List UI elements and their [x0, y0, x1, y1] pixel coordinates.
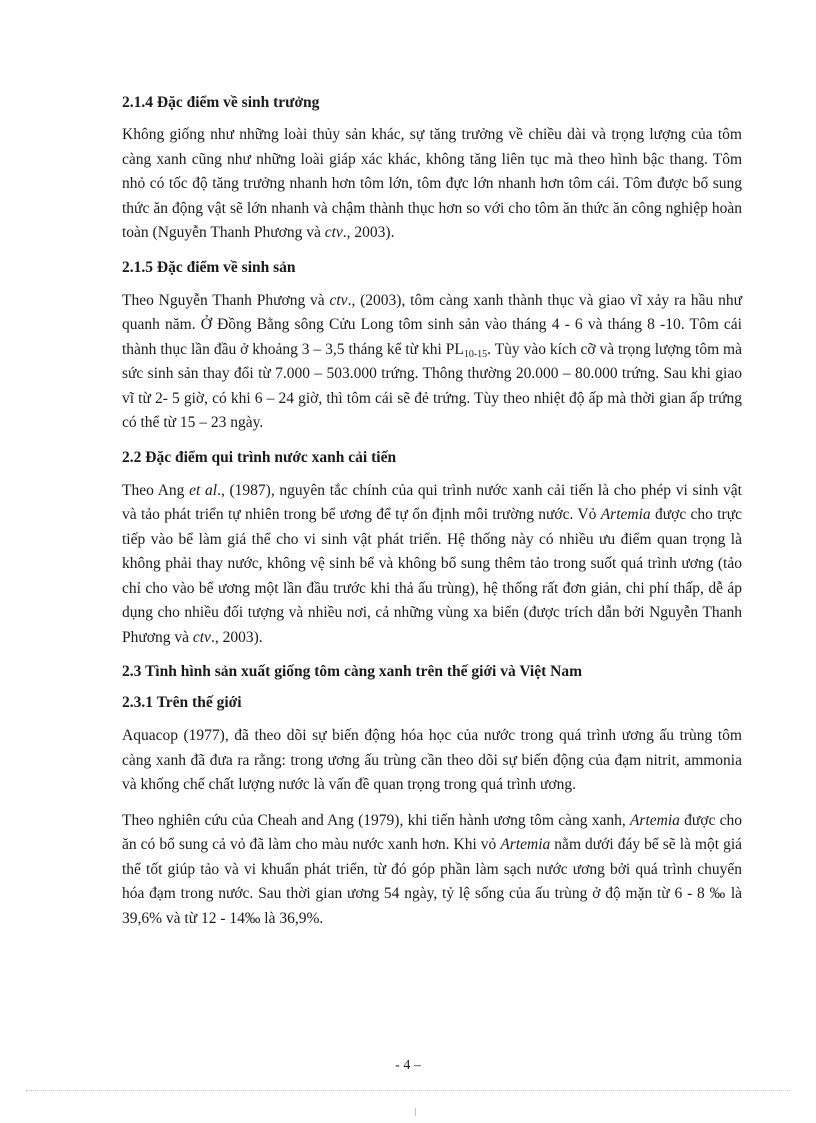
paragraph-text: ., (2003), tôm càng xanh thành thục và giao vĩ xảy ra hầu như quanh năm. Ở Đồng Bằng sông Cửu Long tôm sinh sản vào tháng 4 - 6 và tháng 8 -10. Tôm cái thành thục lần đầu ở khoảng 3 – 3,5 tháng kể từ khi PL	[122, 291, 742, 358]
paragraph-text: Theo Ang	[122, 481, 190, 499]
italic-term: Artemia	[500, 836, 551, 853]
italic-term: ctv	[329, 291, 348, 309]
paragraph-text: ., 2003).	[210, 628, 263, 646]
paragraph-text: Theo nghiên cứu của Cheah and Ang (1979), khi tiến hành ương tôm càng xanh,	[122, 811, 630, 829]
section-heading-2-1-4: 2.1.4 Đặc điểm về sinh trưởng	[122, 94, 320, 111]
document-body	[122, 92, 742, 931]
paragraph-green-water	[122, 479, 742, 651]
paragraph-text: Theo Nguyễn Thanh Phương và	[122, 291, 330, 309]
paragraph-text: Không giống như những loài thủy sản khác, sự tăng trưởng về chiều dài và trọng lượng của tôm càng xanh cũng như những loài giáp xác khác, không tăng liên tục mà theo hình bậc thang. Tôm nhỏ có tốc độ tăng trưởng nhanh hơn tôm lớn, tôm đực lớn nhanh hơn tôm cái. Tôm được bổ sung thức ăn động vật sẽ lớn nhanh và chậm thành thục hơn so với cho tôm ăn thức ăn công nghiệp hoàn toàn (Nguyễn Thanh Phương và	[122, 126, 742, 241]
italic-term: ctv	[324, 224, 343, 241]
paragraph-cheah-ang	[122, 809, 742, 932]
italic-term: Artemia	[629, 811, 680, 829]
subscript: 10-15	[463, 348, 488, 360]
section-heading-2-2: 2.2 Đặc điểm qui trình nước xanh cải tiến	[122, 448, 397, 466]
paragraph-reproduction	[122, 289, 742, 436]
footer-mark	[415, 1108, 420, 1116]
section-heading-2-3: 2.3 Tình hình sản xuất giống tôm càng xanh trên thế giới và Việt Nam	[122, 663, 583, 680]
paragraph-text: Aquacop (1977), đã theo dõi sự biến động hóa học của nước trong quá trình ương ấu trùng tôm càng xanh đã đưa ra rằng: trong ương ấu trùng cần theo dõi sự biến động của đạm nitrit, ammonia và khống chế chất lượng nước là vấn đề quan trọng trong quá trình ương.	[122, 727, 742, 793]
paragraph-text: ., (1987), nguyên tắc chính của qui trình nước xanh cải tiến là cho phép vi sinh vật và tảo phát triển tự nhiên trong bể ương để tự ổn định môi trường nước. Vỏ	[122, 481, 742, 523]
italic-term: Artemia	[600, 506, 651, 523]
paragraph-text: ., 2003).	[342, 224, 395, 241]
paragraph-aquacop	[122, 724, 742, 798]
paragraph-growth	[122, 123, 742, 246]
italic-term: et al	[189, 481, 218, 499]
section-heading-2-3-1: 2.3.1 Trên thế giới	[122, 694, 242, 711]
paragraph-text: . Tùy vào kích cỡ và trọng lượng tôm mà sức sinh sản thay đổi từ 7.000 – 503.000 trứng. Thông thường 20.000 – 80.000 trứng. Sau khi giao vĩ từ 2- 5 giờ, có khi 6 – 24 giờ, thì tôm cái sẽ đẻ trứng. Tùy theo nhiệt độ ấp mà thời gian ấp trứng có thể từ 15 – 23 ngày.	[122, 340, 742, 431]
paragraph-text: được cho ăn có bổ sung cả vỏ đã làm cho màu nước xanh hơn. Khi vỏ	[122, 811, 742, 853]
section-heading-2-1-5: 2.1.5 Đặc điểm về sinh sản	[122, 258, 296, 276]
paragraph-text: được cho trực tiếp vào bể làm giá thể cho vi sinh vật phát triển. Hệ thống này có nhiều ưu điểm quan trọng là không phải thay nước, không vệ sinh bể và không bổ sung thêm tảo trong suốt quá trình ương (tảo chỉ cho vào bể ương một lần đầu trước khi thả ấu trùng), hệ thống rất đơn giản, chi phí thấp, dễ áp dụng cho nhiều đối tượng và nhiều nơi, cả những vùng xa biển (được trích dẫn bởi Nguyễn Thanh Phương và	[122, 506, 742, 646]
italic-term: ctv	[192, 628, 211, 646]
paragraph-text: nằm dưới đáy bể sẽ là một giá thể tốt giúp tảo và vi khuẩn phát triển, từ đó góp phần làm sạch nước ương bởi quá trình chuyển hóa đạm trong nước. Sau thời gian ương 54 ngày, tỷ lệ sống của ấu trùng ở độ mặn từ 6 - 8 ‰ là 39,6% và từ 12 - 14‰ là 36,9%.	[122, 836, 742, 927]
footer-divider	[26, 1090, 790, 1091]
page-number: - 4 –	[395, 1058, 421, 1073]
